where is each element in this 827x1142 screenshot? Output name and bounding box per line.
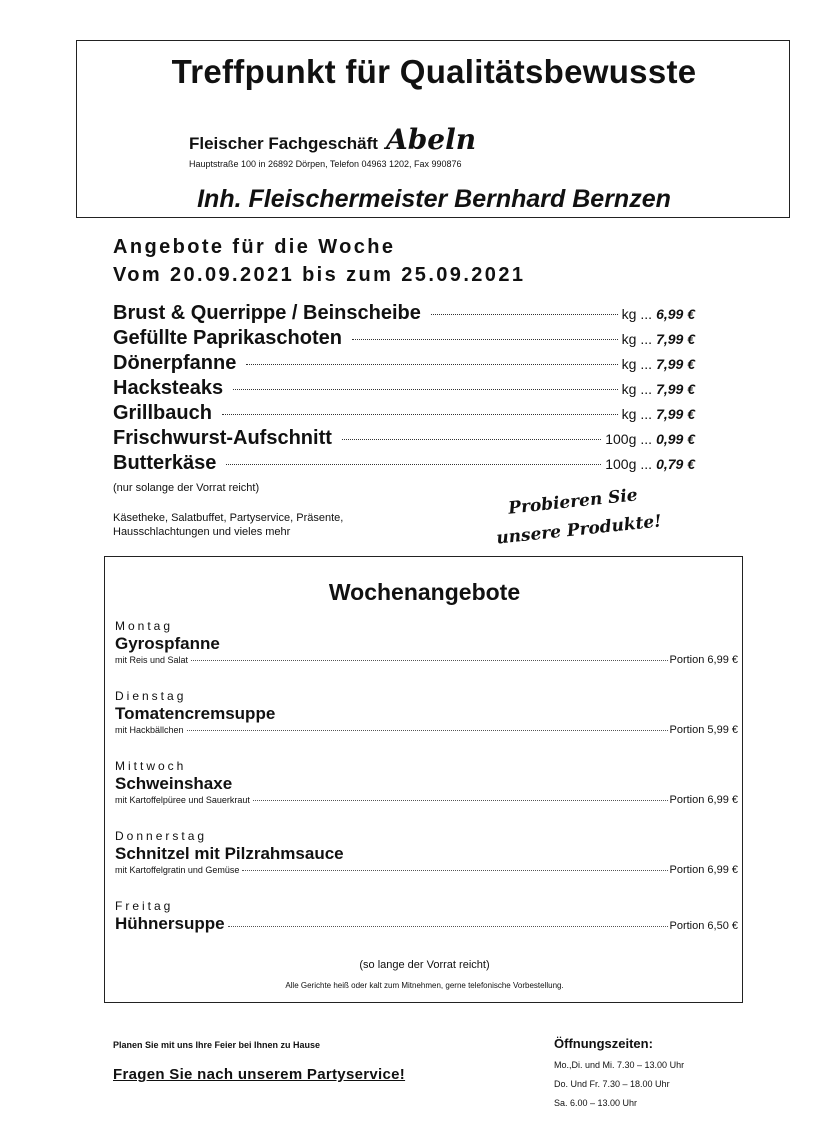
dish-name: Gyrospfanne: [115, 634, 220, 653]
owner-line: Inh. Fleischermeister Bernhard Bernzen: [197, 185, 671, 213]
weekly-date-range: Vom 20.09.2021 bis zum 25.09.2021: [113, 264, 526, 286]
shop-label: Fleischer Fachgeschäft: [189, 134, 378, 153]
dish-name: Hühnersuppe: [115, 914, 225, 933]
dish-side: mit Kartoffelgratin und Gemüse: [115, 865, 240, 875]
dish-side: mit Hackbällchen: [115, 725, 184, 735]
daily-menu-box: [104, 556, 743, 1003]
dot-leader: [233, 389, 618, 390]
offer-row: [113, 302, 695, 325]
weekly-title: Angebote für die Woche: [113, 236, 396, 258]
dish-price: Portion 6,99 €: [669, 794, 738, 806]
menu-takeaway-note: Alle Gerichte heiß oder kalt zum Mitnehmen, gerne telefonische Vorbestellung.: [285, 981, 564, 990]
dish-side: mit Kartoffelpüree und Sauerkraut: [115, 795, 250, 805]
dish-name: Tomatencremsuppe: [115, 704, 276, 723]
dot-leader: [253, 800, 668, 801]
day-name: Montag: [115, 619, 174, 633]
slogan-line: unsere Produkte!: [495, 511, 663, 549]
dot-leader: [431, 314, 618, 315]
dot-leader: [191, 660, 667, 661]
offer-row: [113, 327, 695, 350]
offer-price: 7,99 €: [656, 381, 695, 397]
day-name: Dienstag: [115, 689, 187, 703]
dish-name: Schnitzel mit Pilzrahmsauce: [115, 844, 344, 863]
services-text: Käsetheke, Salatbuffet, Partyservice, Präsente,: [113, 512, 344, 524]
shop-address: Hauptstraße 100 in 26892 Dörpen, Telefon 04963 1202, Fax 990876: [189, 159, 462, 169]
offer-separator: ...: [640, 356, 653, 372]
offer-price: 7,99 €: [656, 406, 695, 422]
offer-separator: ...: [640, 406, 653, 422]
day-name: Mittwoch: [115, 759, 187, 773]
day-name: Freitag: [115, 899, 174, 913]
dot-leader: [222, 414, 618, 415]
offer-separator: ...: [640, 381, 653, 397]
dish-price: Portion 6,99 €: [669, 864, 738, 876]
menu-day: [115, 829, 738, 876]
dish-side: mit Reis und Salat: [115, 655, 189, 665]
day-name: Donnerstag: [115, 829, 208, 843]
services-text: Hausschlachtungen und vieles mehr: [113, 526, 291, 538]
offer-price: 7,99 €: [656, 331, 695, 347]
offer-row: [113, 427, 695, 450]
slogan-line: Probieren Sie: [507, 485, 639, 519]
dot-leader: [228, 926, 668, 927]
offer-name: Frischwurst-Aufschnitt: [113, 427, 332, 449]
dish-row: [115, 913, 738, 934]
offer-price: 0,79 €: [656, 456, 695, 472]
offer-price: 7,99 €: [656, 356, 695, 372]
party-service-headline: Fragen Sie nach unserem Partyservice!: [113, 1066, 406, 1083]
offer-price: 0,99 €: [656, 431, 695, 447]
offer-name: Hacksteaks: [113, 377, 224, 399]
offer-unit: kg: [621, 406, 637, 422]
offer-name: Brust & Querrippe / Beinscheibe: [113, 302, 421, 324]
offer-unit: kg: [621, 381, 637, 397]
menu-day: [115, 759, 738, 806]
supply-note: (nur solange der Vorrat reicht): [113, 482, 260, 494]
page-title: Treffpunkt für Qualitätsbewusste: [171, 53, 697, 90]
dish-price: Portion 6,50 €: [669, 920, 738, 932]
offer-unit: 100g: [605, 431, 637, 447]
header-box: [76, 40, 790, 218]
menu-day: [115, 689, 738, 736]
offer-separator: ...: [640, 331, 653, 347]
offer-unit: kg: [621, 356, 637, 372]
opening-hours-line: Do. Und Fr. 7.30 – 18.00 Uhr: [554, 1079, 670, 1089]
offer-row: [113, 377, 695, 400]
offer-name: Dönerpfanne: [113, 352, 237, 374]
offer-unit: kg: [621, 331, 637, 347]
dish-row: [115, 794, 738, 806]
opening-hours-title: Öffnungszeiten:: [554, 1036, 653, 1051]
menu-supply-note: (so lange der Vorrat reicht): [359, 959, 490, 971]
opening-hours-line: Mo.,Di. und Mi. 7.30 – 13.00 Uhr: [554, 1060, 685, 1070]
dot-leader: [246, 364, 617, 365]
offer-row: [113, 452, 695, 475]
dish-row: [115, 864, 738, 876]
dot-leader: [226, 464, 601, 465]
offer-row: [113, 352, 695, 375]
menu-title: Wochenangebote: [328, 579, 521, 605]
dot-leader: [342, 439, 601, 440]
offer-unit: kg: [621, 306, 637, 322]
menu-day: [115, 899, 738, 934]
dot-leader: [352, 339, 618, 340]
offer-price: 6,99 €: [656, 306, 695, 322]
offer-row: [113, 402, 695, 425]
offer-separator: ...: [640, 456, 653, 472]
dot-leader: [187, 730, 668, 731]
party-plan-text: Planen Sie mit uns Ihre Feier bei Ihnen zu Hause: [113, 1040, 321, 1050]
menu-day: [115, 619, 738, 666]
offer-separator: ...: [640, 306, 653, 322]
dish-price: Portion 6,99 €: [669, 654, 738, 666]
offer-name: Grillbauch: [113, 402, 212, 424]
dish-row: [115, 724, 738, 736]
dish-price: Portion 5,99 €: [669, 724, 738, 736]
offer-separator: ...: [640, 431, 653, 447]
dish-row: [115, 654, 738, 666]
dot-leader: [242, 870, 667, 871]
offer-name: Butterkäse: [113, 452, 217, 474]
offer-unit: 100g: [605, 456, 637, 472]
offer-name: Gefüllte Paprikaschoten: [113, 327, 342, 349]
opening-hours-line: Sa. 6.00 – 13.00 Uhr: [554, 1098, 638, 1108]
shop-line: [189, 123, 476, 156]
dish-name: Schweinshaxe: [115, 774, 233, 793]
shop-name-logo: Abeln: [385, 123, 477, 156]
